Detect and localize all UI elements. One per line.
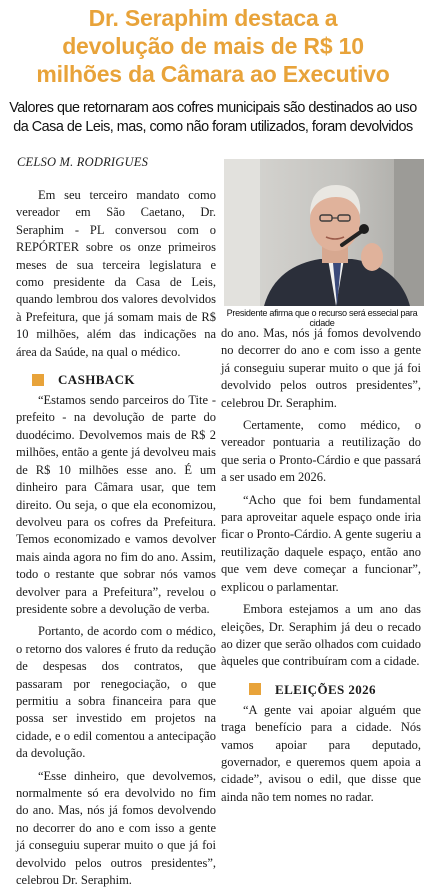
headline [4, 4, 422, 88]
column-right [221, 325, 421, 806]
paragraph-intro: Em seu terceiro mandato como vereador em São Caetano, Dr. Seraphim - PL conversou com o REPÓRTER sobre os onze primeiros meses de sua terceira legislatura e como presidente da Casa de Leis, quando lembrou dos valores devolvidos à Prefeitura, que já somam mais de R$ 10 milhões, além das indicações na área da Saúde, na qual o médico. [16, 188, 216, 359]
deck-subheadline [4, 99, 422, 137]
paragraph-continued [221, 325, 421, 412]
paragraph: “Acho que foi bem fundamental para aproveitar aquele espaço onde iria ficar o Pronto-Cárdio. A gente sugeriu a reutilização daquele espaço, então ano que vem deve começar a funcionar”, explicou o parlamentar. [221, 492, 421, 594]
photo-caption: Presidente afirma que o recurso será essecial para cidade [226, 308, 418, 328]
paragraph: “Esse dinheiro, que devolvemos, normalmente só era devolvido no fim do ano. Mas, nós já fomos devolvendo no decorrer do ano e com isso a gente já conseguiu superar muito o que já foi devolvido pelos outros presidentes”, celebrou Dr. Seraphim. [16, 768, 216, 888]
paragraph: Certamente, como médico, o vereador pontuaria a reutilização do que seria o Pronto-Cárdio e que passará a ser usado em 2026. [221, 418, 421, 485]
column-left [16, 187, 216, 888]
square-bullet-icon [32, 374, 44, 386]
deck-line-1: Valores que retornaram aos cofres municipais são destinados ao uso [9, 100, 417, 116]
paragraph: Embora estejamos a um ano das eleições, Dr. Seraphim já deu o recado ao dizer que serão olhados com cuidado àqueles que contribuíram com a cidade. [221, 602, 421, 669]
photo-illustration [224, 159, 424, 306]
headline-line-1: Dr. Seraphim destaca a [88, 5, 338, 31]
section-heading-cashback [16, 371, 216, 388]
paragraph: Portanto, de acordo com o médico, o retorno dos valores é fruto da redução de despesas dos contratos, que passaram por renegociação, o que permitiu a sobra financeira para que possa ser investido em projetos na cidade, e o edil comentou a antecipação da devolução. [16, 624, 216, 761]
square-bullet-icon [249, 683, 261, 695]
paragraph: “A gente vai apoiar alguém que traga benefício para a cidade. Nós vamos apoiar para deputado, governador, e queremos quem apoia a cidade”, avisou o edil, que disse que ainda não tem nomes no radar. [221, 702, 421, 804]
byline: CELSO M. RODRIGUES [17, 155, 149, 169]
deck-line-2: da Casa de Leis, mas, como não foram utilizados, foram devolvidos [13, 119, 413, 135]
headline-line-2: devolução de mais de R$ 10 [62, 33, 364, 59]
section-title: ELEIÇÕES 2026 [275, 681, 376, 697]
article-photo [224, 159, 424, 306]
headline-line-3: milhões da Câmara ao Executivo [36, 61, 390, 87]
paragraph-tail: do ano. Mas, nós já fomos devolvendo no decorrer do ano e com isso a gente já conseguiu superar muito o que já foi devolvido pelos outros presidentes”, celebrou Dr. Seraphim. [221, 326, 421, 410]
section-heading-eleicoes [221, 681, 421, 698]
section-title: CASHBACK [58, 371, 135, 387]
paragraph: “Estamos sendo parceiros do Tite - prefeito - na devolução de parte do duodécimo. Devolvemos mais de R$ 2 milhões, então a gente já devolveu mais de R$ 10 milhões esse ano. É um dinheiro para Câmara usar, que tem direito. Ou seja, o que ela economizou, devolveu para os cofres da Prefeitura. Temos economizado e vamos devolver mais ainda agora no fim do ano. Assim, todo o restante que sobrar nós vamos devolver para a Prefeitura”, revelou o presidente sobre a devolução de verba. [16, 393, 216, 616]
